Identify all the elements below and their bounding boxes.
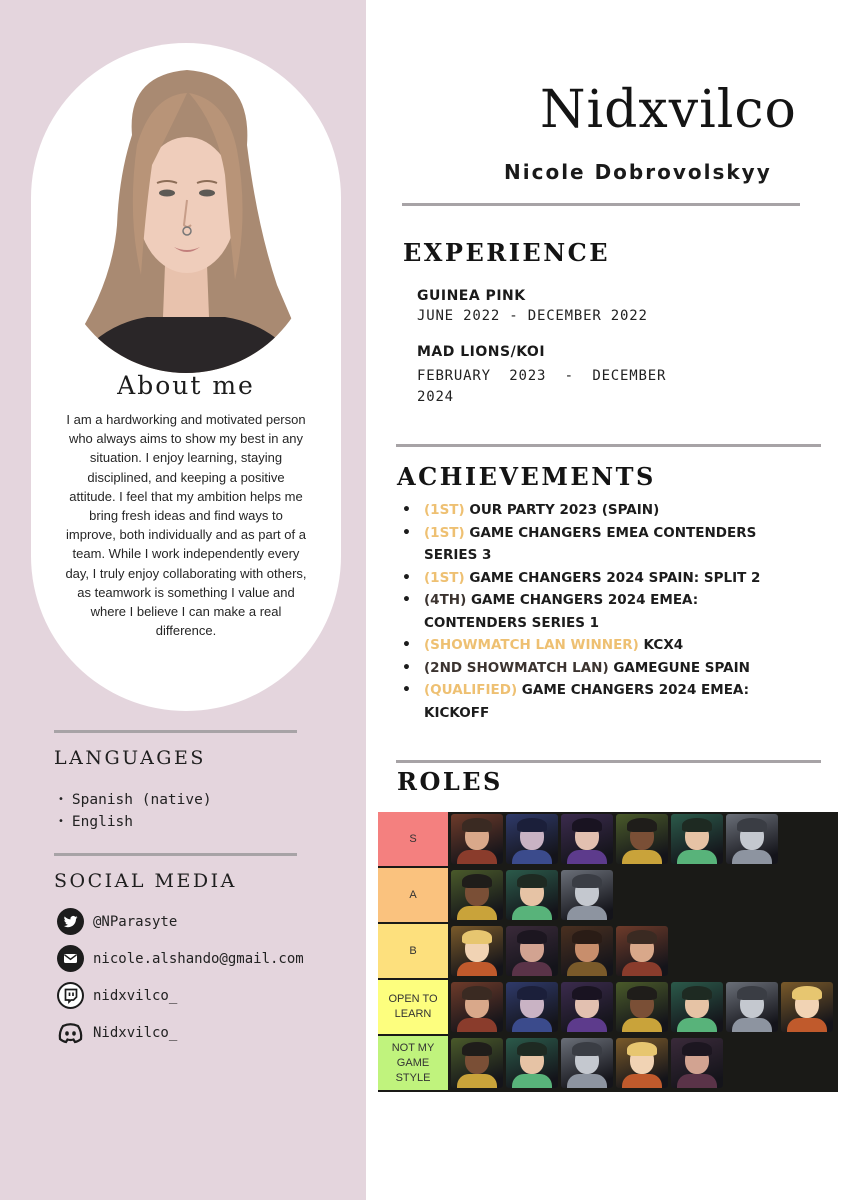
experience-team: MAD LIONS/KOI — [417, 344, 546, 360]
achievement-item — [402, 634, 782, 657]
achievement-event: GAME CHANGERS 2024 EMEA: KICKOFF — [424, 682, 750, 721]
social-media-title: SOCIAL MEDIA — [54, 870, 237, 892]
agent-band — [448, 1036, 838, 1090]
agent-portrait — [561, 870, 613, 920]
achievement-placement: (2ND SHOWMATCH LAN) — [424, 659, 609, 676]
agent-portrait — [506, 982, 558, 1032]
agent-portrait — [781, 982, 833, 1032]
tier-label: A — [378, 868, 448, 922]
agent-portrait — [506, 926, 558, 976]
experience-item — [417, 342, 679, 408]
achievements-list — [402, 499, 782, 724]
about-title: About me — [117, 371, 255, 400]
email-icon — [57, 945, 84, 972]
experience-dates: FEBRUARY 2023 - DECEMBER 2024 — [417, 368, 676, 405]
achievement-placement: (1ST) — [424, 524, 465, 541]
sidebar — [0, 0, 366, 1200]
achievement-item — [402, 499, 782, 522]
divider — [402, 203, 800, 206]
agent-portrait — [726, 814, 778, 864]
twitter-icon — [57, 908, 84, 935]
agent-portrait — [451, 982, 503, 1032]
profile-card — [31, 43, 341, 711]
achievement-event: GAME CHANGERS 2024 EMEA: CONTENDERS SERIES 1 — [424, 592, 699, 631]
agent-portrait — [616, 926, 668, 976]
language-item: • English — [58, 811, 212, 833]
discord-icon — [57, 1019, 84, 1046]
agent-portrait — [561, 1038, 613, 1088]
tier-row-a — [378, 868, 838, 922]
agent-portrait — [561, 926, 613, 976]
languages-list — [58, 789, 212, 833]
agent-portrait — [561, 982, 613, 1032]
language-item: • Spanish (native) — [58, 789, 212, 811]
achievement-event: GAMEGUNE SPAIN — [608, 659, 750, 676]
divider — [54, 730, 297, 733]
agent-portrait — [616, 1038, 668, 1088]
achievement-placement: (1ST) — [424, 502, 465, 518]
divider — [396, 760, 821, 763]
agent-portrait — [451, 870, 503, 920]
tier-row-b — [378, 924, 838, 978]
achievement-placement: (4TH) — [424, 592, 467, 608]
agent-portrait — [451, 1038, 503, 1088]
roles-tier-list — [378, 812, 838, 1092]
achievement-item — [402, 657, 782, 680]
twitter-handle: @NParasyte — [93, 913, 178, 930]
tier-label: NOT MY GAME STYLE — [378, 1036, 448, 1090]
roles-title: ROLES — [397, 767, 503, 796]
agent-band — [448, 924, 838, 978]
full-name: Nicole Dobrovolskyy — [504, 160, 772, 184]
tier-row-s — [378, 812, 838, 866]
tier-label: B — [378, 924, 448, 978]
achievement-placement: (SHOWMATCH LAN WINNER) — [424, 637, 639, 653]
agent-portrait — [671, 1038, 723, 1088]
agent-band — [448, 868, 838, 922]
achievement-placement: (1ST) — [424, 569, 465, 586]
achievement-event: OUR PARTY 2023 (SPAIN) — [464, 502, 660, 518]
tier-label: OPEN TO LEARN — [378, 980, 448, 1034]
tier-row-open-to-learn — [378, 980, 838, 1034]
brand-handle: Nidxvilco — [540, 80, 797, 140]
experience-title: EXPERIENCE — [403, 238, 611, 267]
agent-portrait — [506, 814, 558, 864]
agent-portrait — [616, 814, 668, 864]
divider — [396, 444, 821, 447]
experience-item — [417, 286, 682, 327]
email-address: nicole.alshando@gmail.com — [93, 950, 304, 967]
agent-portrait — [451, 926, 503, 976]
social-email[interactable] — [57, 945, 304, 972]
achievement-item — [402, 567, 782, 590]
agent-portrait — [726, 982, 778, 1032]
agent-portrait — [506, 1038, 558, 1088]
about-text: I am a hardworking and motivated person who always aims to show my best in any situation. I enjoy learning, staying disciplined, and keeping a positive attitude. I feel that my ambition helps me bring fresh ideas and find ways to improve, both individually and as part of a team. While I work independently every day, I truly enjoy collaborating with others, as teamwork is something I value and where I believe I can make a real difference. — [65, 412, 307, 639]
experience-dates: JUNE 2022 - DECEMBER 2022 — [417, 308, 648, 324]
achievement-event: KCX4 — [638, 637, 684, 653]
social-twitter[interactable] — [57, 908, 304, 935]
social-twitch[interactable] — [57, 982, 304, 1009]
social-discord[interactable] — [57, 1019, 304, 1046]
achievement-placement: (QUALIFIED) — [424, 682, 518, 698]
agent-portrait — [506, 870, 558, 920]
twitch-handle: nidxvilco_ — [93, 987, 178, 1004]
twitch-icon — [57, 982, 84, 1009]
tier-row-not-my-style — [378, 1036, 838, 1090]
achievement-item — [402, 679, 782, 724]
achievements-title: ACHIEVEMENTS — [397, 462, 656, 491]
profile-photo — [57, 55, 315, 373]
languages-title: LANGUAGES — [54, 747, 206, 769]
social-list — [57, 908, 304, 1056]
achievement-event: GAME CHANGERS EMEA CONTENDERS SERIES 3 — [424, 524, 757, 563]
achievement-event: GAME CHANGERS 2024 SPAIN: SPLIT 2 — [464, 569, 761, 586]
divider — [54, 853, 297, 856]
agent-band — [448, 812, 838, 866]
agent-portrait — [671, 814, 723, 864]
agent-portrait — [451, 814, 503, 864]
experience-team: GUINEA PINK — [417, 288, 526, 304]
agent-band — [448, 980, 838, 1034]
achievement-item — [402, 589, 782, 634]
agent-portrait — [561, 814, 613, 864]
achievement-item — [402, 522, 782, 567]
agent-portrait — [671, 982, 723, 1032]
tier-label: S — [378, 812, 448, 866]
discord-handle: Nidxvilco_ — [93, 1024, 178, 1041]
agent-portrait — [616, 982, 668, 1032]
